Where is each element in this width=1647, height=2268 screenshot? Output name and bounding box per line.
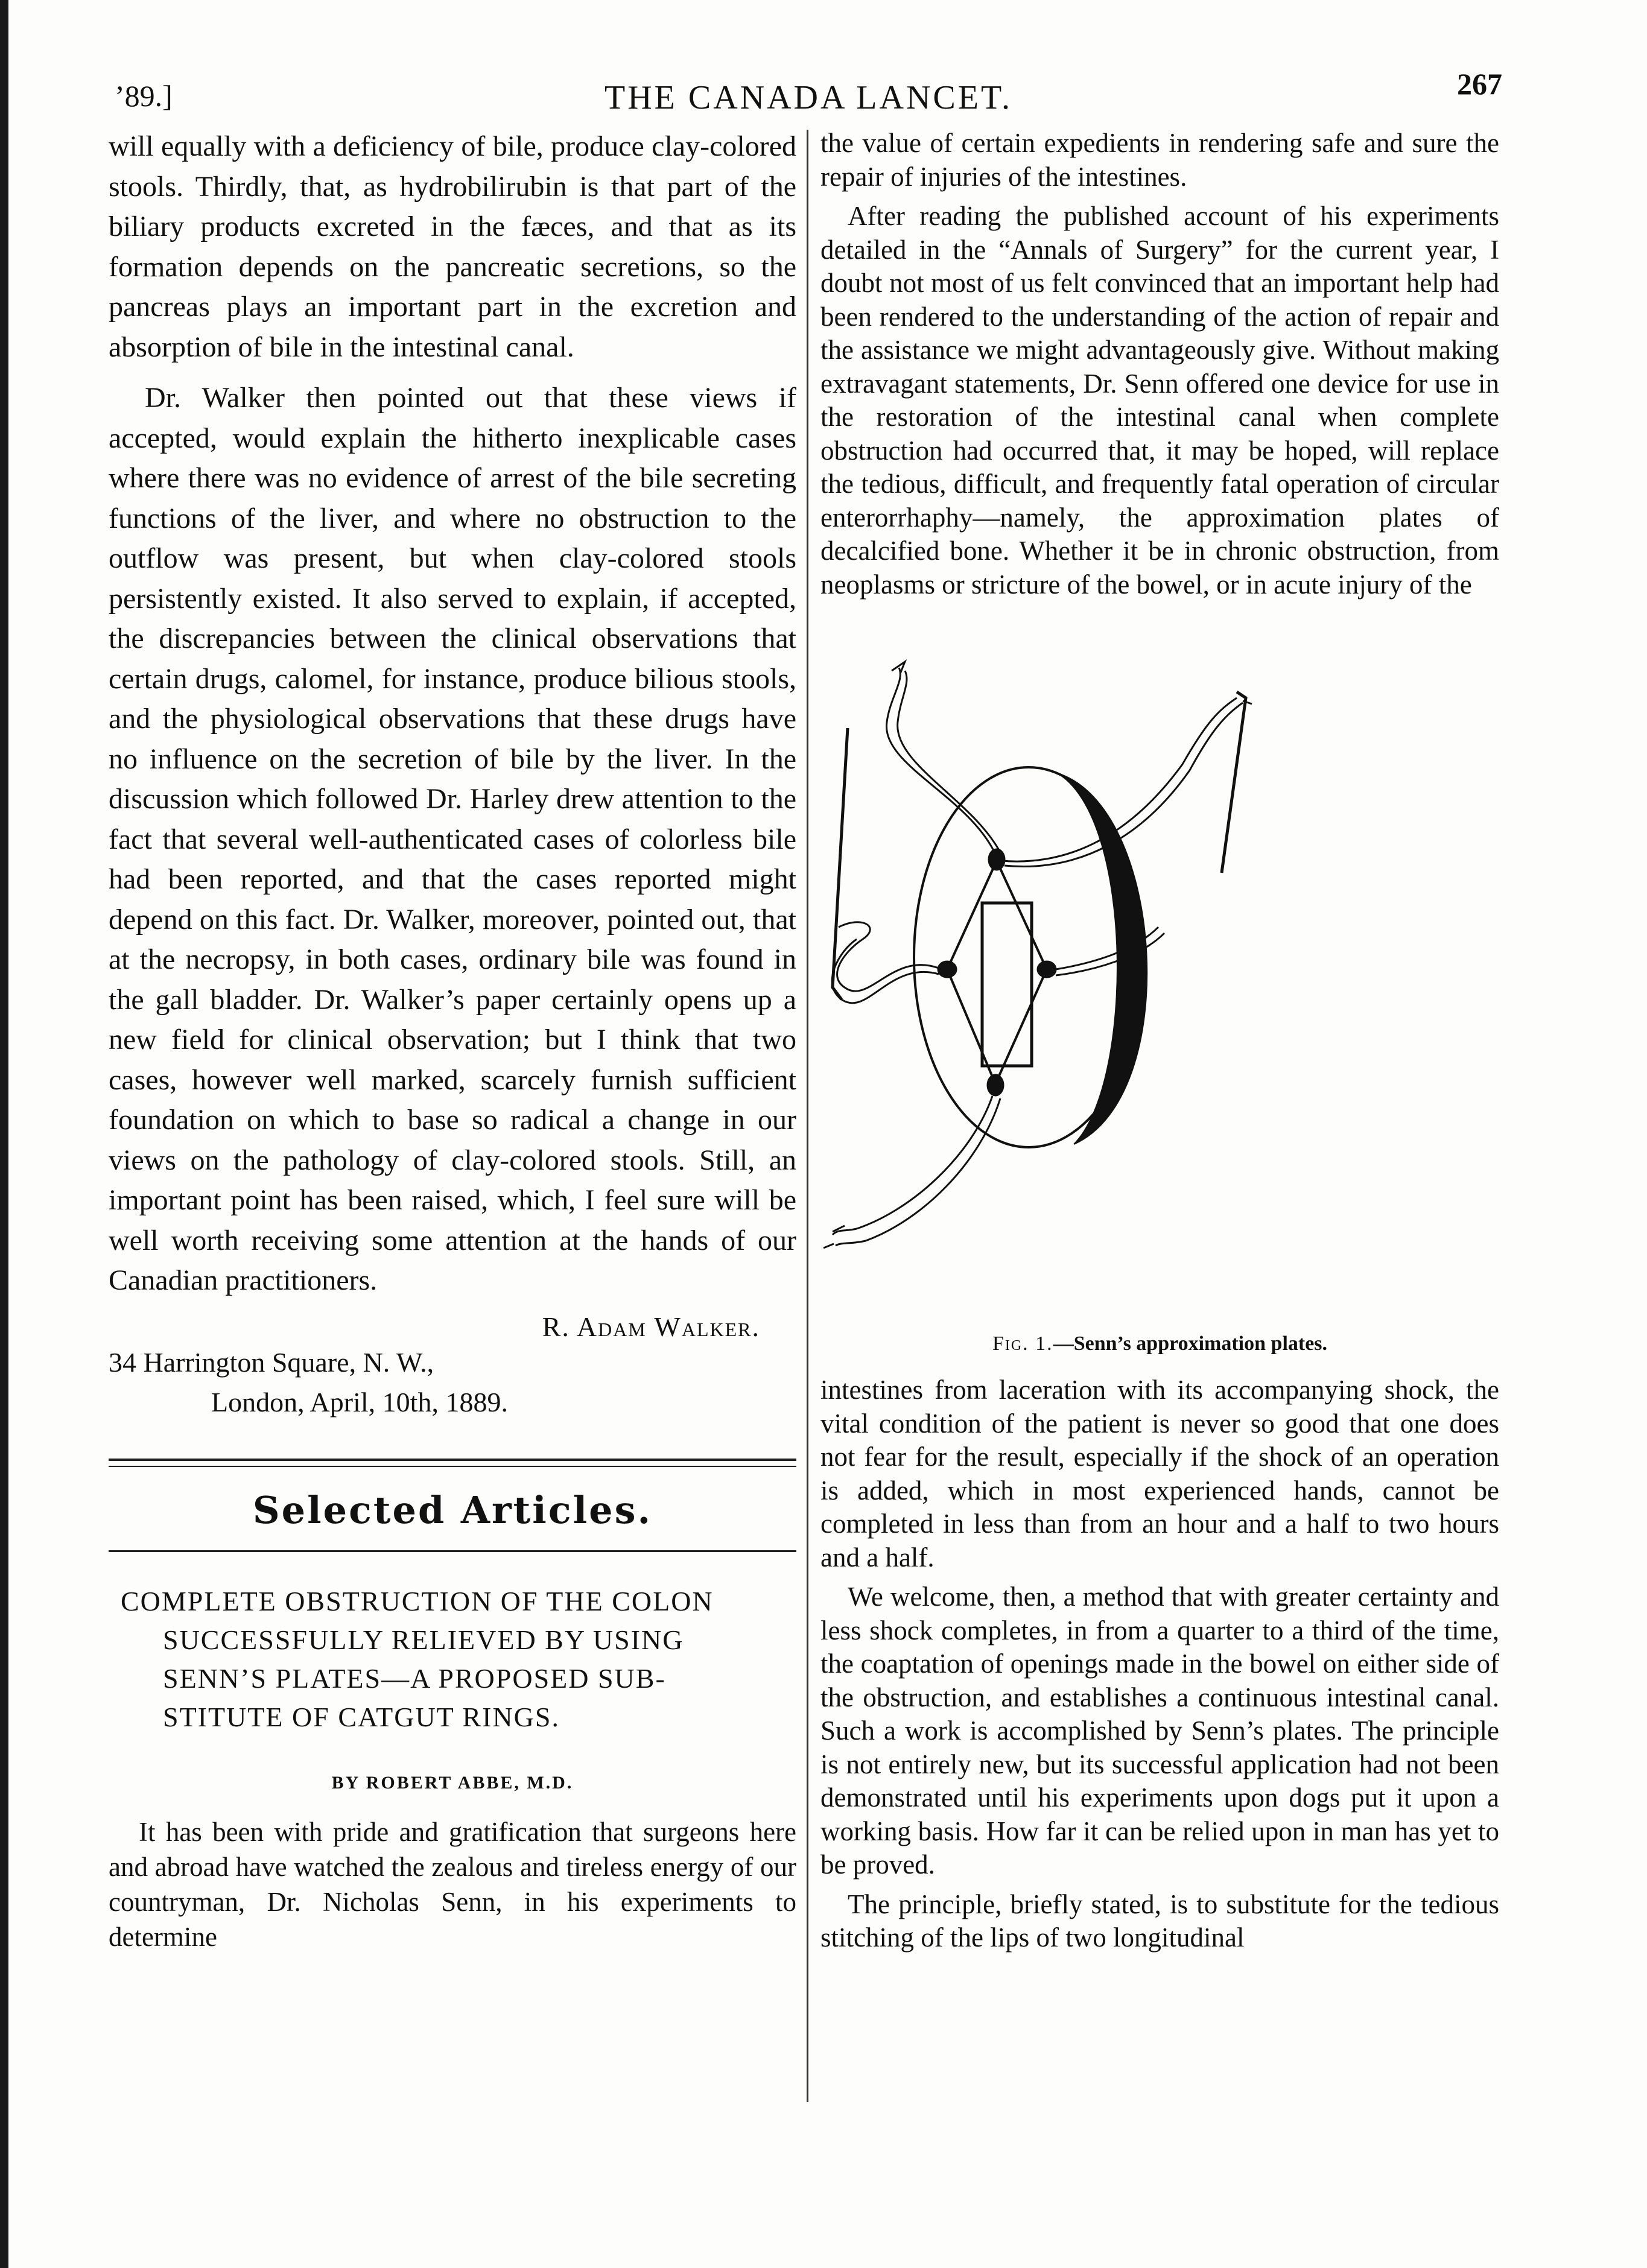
suture-knot [987, 1074, 1004, 1096]
paragraph: the value of certain expedients in rendering safe and sure the repair of injuries of the intestines. [820, 128, 1499, 192]
running-header [115, 66, 1502, 127]
figure-caption-text: —Senn’s approximation plates. [1053, 1332, 1328, 1355]
article-body-top [820, 127, 1499, 601]
page-number: 267 [1457, 67, 1502, 101]
figure-senn-plates [820, 613, 1499, 1355]
section-heading: Selected Articles. [252, 1487, 653, 1532]
paragraph: Dr. Walker then pointed out that these views if accepted, would explain the hitherto inexplicable cases where there was no evidence of arrest of the bile secreting functions of the liver, and where no obstruction to the outflow was present, but when clay-colored stools persistently existed. It also served to explain, if accepted, the discrepancies between the clinical observations that certain drugs, calomel, for instance, produce bilious stools, and the physiological observations that these drugs have no influence on the secretion of bile by the liver. In the discussion which followed Dr. Harley drew attention to the fact that several well-authenticated cases of colorless bile had been reported, and that the cases reported might depend on this fact. Dr. Walker, moreover, pointed out, that at the necropsy, in both cases, ordinary bile was found in the gall bladder. Dr. Walker’s paper certainly opens up a new field for clinical observation; but I think that two cases, however well marked, scarcely furnish sufficient foundation on which to base so radical a change in our views on the pathology of clay-colored stools. Still, an important point has been raised, which, I feel sure will be well worth receiving some attention at the hands of our Canadian practitioners. [109, 382, 796, 1296]
heading-rule [109, 1550, 796, 1552]
column-divider [807, 130, 808, 2102]
article-title-line: STITUTE OF CATGUT RINGS. [163, 1701, 560, 1732]
journal-title: THE CANADA LANCET. [604, 79, 1013, 116]
scan-binding-edge [0, 0, 8, 2268]
suture-knot [1037, 961, 1056, 978]
suture-thread [833, 1096, 992, 1235]
paragraph: will equally with a deficiency of bile, produce clay-colored stools. Thirdly, that, as hydrobilirubin is that part of the biliary products excreted in the fæces, and that as its formation depends on the pancreatic secretions, so the pancreas plays an important part in the excretion and absorption of bile in the intestinal canal. [109, 130, 796, 363]
needle-left [833, 728, 848, 999]
paragraph: It has been with pride and gratification that surgeons here and abroad have watched the zealous and tireless energy of our countryman, Dr. Nicholas Senn, in his experiments to determine [109, 1816, 796, 1952]
article-title-line: COMPLETE OBSTRUCTION OF THE COLON [121, 1585, 714, 1617]
article-intro [109, 1814, 796, 1954]
signature: R. Adam Walker. [542, 1311, 760, 1342]
suture-knot [988, 849, 1005, 870]
address-date: London, April, 10th, 1889. [211, 1386, 508, 1418]
byline: BY ROBERT ABBE, M.D. [331, 1772, 574, 1793]
senn-plates-illustration [820, 613, 1499, 1325]
plate-slot [982, 903, 1032, 1066]
letter-body [109, 127, 796, 1301]
paragraph: After reading the published account of his experiments detailed in the “Annals of Surgery” for the current year, I doubt not most of us felt convinced that an important help had been rendered to the understanding of the action of repair and the assistance we might advantageously give. Without making extravagant statements, Dr. Senn offered one device for use in the restoration of the intestinal canal when complete obstruction had occurred that, it may be hoped, will replace the tedious, difficult, and frequently fatal operation of circular enterorrhaphy—namely, the approximation plates of decalcified bone. Whether it be in chronic obstruction, from neoplasms or stricture of the bowel, or in acute injury of the [820, 201, 1499, 600]
article-title-line: SUCCESSFULLY RELIEVED BY USING [163, 1624, 684, 1655]
address-line: 34 Harrington Square, N. W., [109, 1346, 434, 1378]
article-title-line: SENN’S PLATES—A PROPOSED SUB- [163, 1662, 666, 1694]
section-divider [109, 1459, 796, 1467]
article-body-bottom [820, 1373, 1499, 1955]
suture-knot [938, 961, 957, 978]
paragraph: intestines from laceration with its accompanying shock, the vital condition of the patient is never so good that one does not fear for the result, especially if the shock of an operation is added, which in most experienced hands, cannot be completed in less than from an hour and a half to two hours and a half. [820, 1375, 1499, 1573]
figure-caption [820, 1332, 1499, 1355]
article-title [109, 1582, 796, 1737]
header-year: ’89.] [115, 79, 173, 113]
right-column [820, 127, 1499, 2178]
needle-right [1222, 692, 1246, 873]
suture-thread [837, 922, 939, 991]
paragraph: The principle, briefly stated, is to substitute for the tedious stitching of the lips of two longitudinal [820, 1889, 1499, 1953]
figure-label: Fig. 1. [992, 1332, 1053, 1355]
left-column [109, 127, 796, 2178]
paragraph: We welcome, then, a method that with greater certainty and less shock completes, in from a quarter to a third of the time, the coaptation of openings made in the bowel on either side of the obstruction, and establishes a continuous intestinal canal. Such a work is accomplished by Senn’s plates. The principle is not entirely new, but its successful application had not been demonstrated until his experiments upon dogs put it upon a working basis. How far it can be relied upon in man has yet to be proved. [820, 1582, 1499, 1880]
